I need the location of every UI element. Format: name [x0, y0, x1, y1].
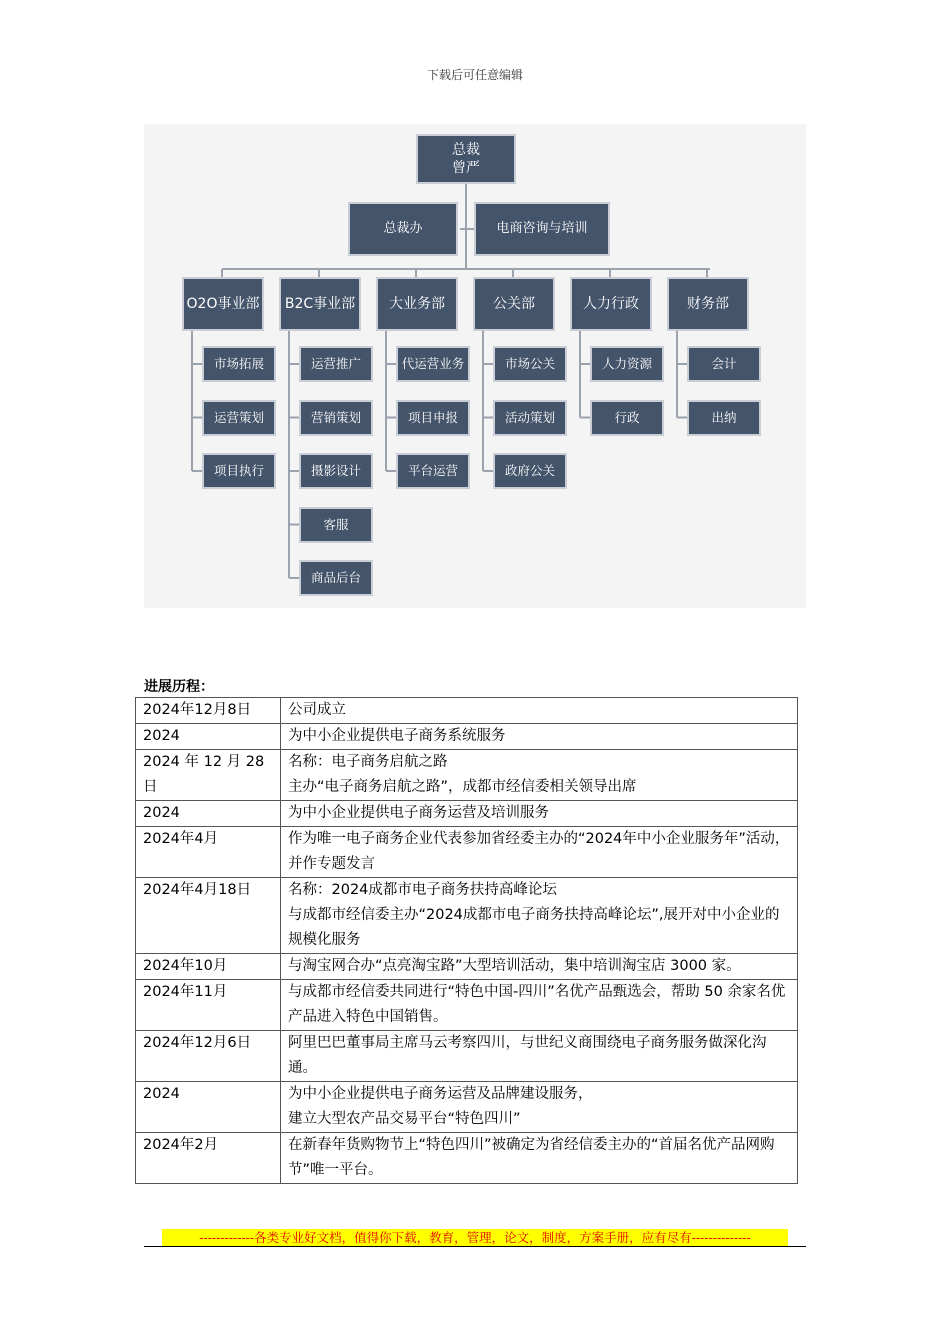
department-name: O2O事业部: [186, 296, 260, 312]
timeline-event: [281, 1082, 798, 1133]
timeline-event-line: 名称：2024成都市电子商务扶持高峰论坛: [288, 882, 557, 898]
subunit-name: 运营推广: [310, 356, 361, 371]
timeline-table: [135, 697, 798, 1184]
table-row: [136, 698, 798, 724]
table-row: [136, 1031, 798, 1082]
timeline-date: 2024年12月6日: [136, 1031, 281, 1082]
org-box-subunit: [202, 346, 276, 382]
timeline-event: [281, 878, 798, 954]
timeline-event-line: 与成都市经信委主办“2024成都市电子商务扶持高峰论坛”,展开对中小企业的规模化服务: [288, 907, 780, 948]
timeline-event-line: 名称：电子商务启航之路: [288, 754, 448, 770]
subunit-name: 行政: [614, 409, 640, 425]
timeline-event-line: 与成都市经信委共同进行“特色中国-四川”名优产品甄选会，帮助 50 余家名优产品进入特色中国销售。: [288, 984, 786, 1025]
org-box-ceo: [416, 134, 516, 184]
org-box-subunit: [299, 346, 373, 382]
subunit-name: 政府公关: [504, 463, 555, 478]
subunit-name: 摄影设计: [310, 463, 361, 478]
subunit-name: 代运营业务: [401, 356, 465, 371]
table-row: [136, 1082, 798, 1133]
timeline-event-line: 与淘宝网合办“点亮淘宝路”大型培训活动，集中培训淘宝店 3000 家。: [288, 958, 741, 974]
subunit-name: 项目执行: [213, 463, 264, 478]
org-box-department: [570, 277, 652, 331]
subunit-name: 客服: [323, 516, 349, 532]
timeline-event-line: 为中小企业提供电子商务运营及品牌建设服务，: [288, 1086, 593, 1102]
org-box-subunit: [299, 560, 373, 596]
table-row: [136, 954, 798, 980]
org-box-department: [667, 277, 749, 331]
subunit-name: 活动策划: [504, 409, 555, 425]
org-box-office: 总裁办: [348, 202, 458, 256]
table-row: [136, 750, 798, 801]
timeline-event: [281, 724, 798, 750]
section-title: 进展历程：: [144, 679, 214, 695]
timeline-event: [281, 698, 798, 724]
table-row: [136, 801, 798, 827]
timeline-date: 2024年11月: [136, 980, 281, 1031]
timeline-event: [281, 750, 798, 801]
table-row: [136, 980, 798, 1031]
org-box-department: [473, 277, 555, 331]
table-row: [136, 724, 798, 750]
org-box-subunit: [202, 453, 276, 489]
timeline-event-line: 在新春年货购物节上“特色四川”被确定为省经信委主办的“首届名优产品网购节”唯一平台。: [288, 1137, 775, 1178]
timeline-date: 2024: [136, 1082, 281, 1133]
subunit-name: 市场公关: [504, 356, 555, 371]
org-box-subunit: [396, 453, 470, 489]
timeline-date: 2024年2月: [136, 1133, 281, 1184]
subunit-name: 运营策划: [213, 409, 264, 425]
subunit-name: 商品后台: [310, 570, 361, 585]
subunit-name: 项目申报: [407, 409, 458, 425]
department-name: B2C事业部: [284, 296, 356, 312]
org-box-subunit: [493, 346, 567, 382]
org-box-subunit: [590, 400, 664, 436]
org-box-subunit: [202, 400, 276, 436]
timeline-event: [281, 980, 798, 1031]
org-box-subunit: [493, 453, 567, 489]
timeline-date: 2024年12月8日: [136, 698, 281, 724]
table-row: [136, 1133, 798, 1184]
timeline-date: 2024年10月: [136, 954, 281, 980]
subunit-name: 平台运营: [407, 463, 458, 478]
org-box-consult: 电商咨询与培训: [474, 202, 610, 256]
timeline-event-line: 公司成立: [288, 702, 346, 718]
timeline-event: [281, 954, 798, 980]
timeline-date: 2024: [136, 801, 281, 827]
timeline-event-line: 作为唯一电子商务企业代表参加省经委主办的“2024年中小企业服务年”活动，并作专题发言: [288, 831, 790, 872]
timeline-event-line: 主办“电子商务启航之路”，成都市经信委相关领导出席: [288, 779, 637, 795]
timeline-date: 2024年4月: [136, 827, 281, 878]
org-box-subunit: [299, 507, 373, 543]
ceo-name: 曾严: [452, 160, 480, 176]
timeline-date: 2024 年 12 月 28 日: [136, 750, 281, 801]
footer-divider: [144, 1246, 806, 1247]
org-box-department: [376, 277, 458, 331]
timeline-event-line: 为中小企业提供电子商务系统服务: [288, 728, 506, 744]
subunit-name: 营销策划: [310, 409, 361, 425]
timeline-event: [281, 801, 798, 827]
subunit-name: 出纳: [711, 409, 737, 425]
timeline-event: [281, 1133, 798, 1184]
header-note: 下载后可任意编辑: [426, 68, 523, 82]
timeline-event: [281, 827, 798, 878]
org-box-subunit: [590, 346, 664, 382]
timeline-date: 2024年4月18日: [136, 878, 281, 954]
timeline-event-line: 建立大型农产品交易平台“特色四川”: [288, 1111, 521, 1127]
org-box-department: [182, 277, 264, 331]
department-name: 公关部: [493, 296, 535, 312]
org-box-subunit: [299, 400, 373, 436]
ceo-title: 总裁: [452, 142, 480, 158]
subunit-name: 市场拓展: [213, 356, 264, 371]
org-box-subunit: [299, 453, 373, 489]
timeline-event-line: 阿里巴巴董事局主席马云考察四川，与世纪义商围绕电子商务服务做深化沟通。: [288, 1035, 767, 1076]
org-box-subunit: [687, 346, 761, 382]
timeline-event: [281, 1031, 798, 1082]
org-box-subunit: [396, 346, 470, 382]
subunit-name: 人力资源: [601, 356, 652, 371]
department-name: 财务部: [687, 296, 729, 312]
org-box-subunit: [493, 400, 567, 436]
org-box-subunit: [396, 400, 470, 436]
table-row: [136, 827, 798, 878]
footer-banner: -------------各类专业好文档，值得你下载，教育，管理，论文，制度，方案手册，应有尽有--------------: [162, 1229, 788, 1246]
timeline-date: 2024: [136, 724, 281, 750]
timeline-event-line: 为中小企业提供电子商务运营及培训服务: [288, 805, 549, 821]
subunit-name: 会计: [711, 356, 737, 371]
org-box-subunit: [687, 400, 761, 436]
department-name: 人力行政: [583, 296, 639, 312]
department-name: 大业务部: [389, 296, 445, 312]
table-row: [136, 878, 798, 954]
org-chart: [144, 124, 806, 608]
org-box-department: [279, 277, 361, 331]
